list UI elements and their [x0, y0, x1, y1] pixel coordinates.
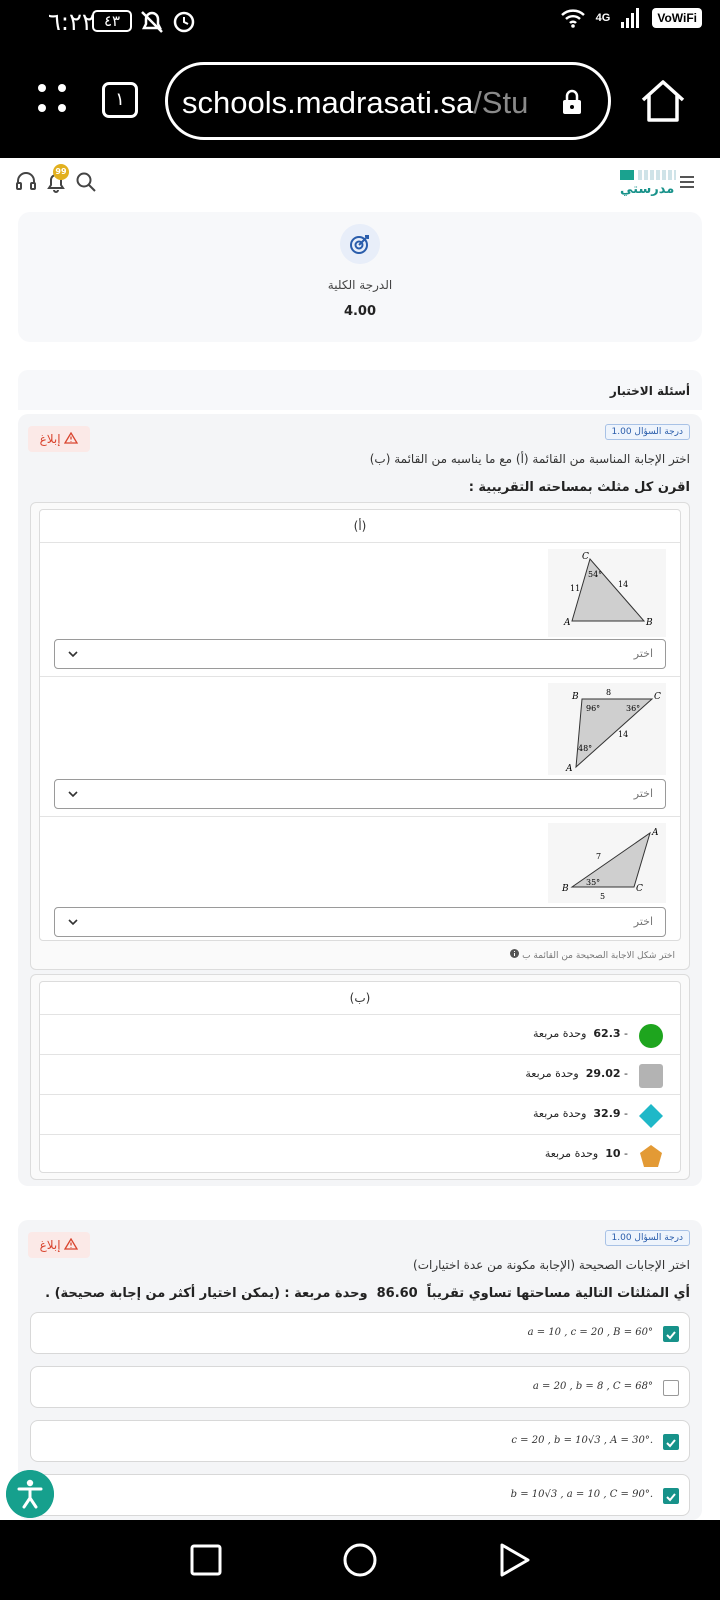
system-nav-bar — [0, 1520, 720, 1600]
answer-option[interactable] — [30, 1474, 690, 1516]
questions-section-header — [18, 370, 702, 410]
question-score-badge: درجة السؤال 1.00 — [605, 1230, 690, 1246]
chevron-down-icon — [67, 916, 79, 928]
answer-option[interactable] — [30, 1366, 690, 1408]
triangle-label: 54° — [588, 570, 603, 579]
triangle-label: 96° — [586, 704, 601, 713]
option-label: a = 10 , c = 20 , B = 60° — [527, 1327, 653, 1338]
triangle-label: 11 — [570, 584, 581, 593]
score-value: 4.00 — [343, 304, 377, 319]
answer-option[interactable] — [30, 1312, 690, 1354]
network-type: 4G — [595, 12, 611, 24]
muted-bell-icon — [142, 12, 162, 32]
question-title: أي المثلثات التالية مساحتها تساوي تقريباً 86.60 وحدة مربعة : (يمكن اختيار أكثر من إجابة صحيحة) . — [45, 1286, 690, 1301]
triangle-label: 36° — [626, 704, 641, 713]
triangle-figure-1 — [548, 549, 666, 637]
accessibility-icon[interactable] — [6, 1470, 54, 1518]
area-value: 10 — [605, 1147, 621, 1160]
search-icon[interactable] — [74, 170, 98, 194]
report-button[interactable]: إبلاغ — [28, 1232, 90, 1258]
logo-text: مدرستي — [620, 182, 675, 197]
triangle-label: B — [572, 692, 579, 702]
option-label: b = 10√3 , a = 10 , C = 90°. — [510, 1489, 653, 1500]
list-b-item: - 29.02 وحدة مربعة — [40, 1054, 680, 1094]
gray-square-icon — [638, 1063, 664, 1089]
area-unit: وحدة مربعة — [525, 1067, 579, 1080]
wifi-icon — [560, 8, 586, 28]
section-title: أسئلة الاختبار — [609, 384, 690, 398]
vowifi-badge: VoWiFi — [652, 8, 702, 28]
signal-icon — [620, 8, 642, 28]
triangle-label: B — [646, 618, 653, 628]
list-b-item: - 10 وحدة مربعة — [40, 1134, 680, 1173]
triangle-label: C — [636, 884, 643, 894]
area-value: 32.9 — [593, 1107, 621, 1120]
question-title: اقرن كل مثلث بمساحته التقريبية : — [468, 480, 690, 495]
check-icon — [664, 1436, 678, 1450]
triangle-label: A — [566, 764, 573, 774]
triangle-figure-3 — [548, 823, 666, 903]
list-b-item: - 62.3 وحدة مربعة — [40, 1014, 680, 1054]
area-unit: وحدة مربعة — [544, 1147, 599, 1160]
headset-icon[interactable] — [14, 170, 38, 194]
triangle-label: 7 — [596, 852, 602, 861]
info-icon — [510, 949, 519, 958]
warning-icon — [64, 1238, 78, 1250]
battery-icon: ٤٣ — [92, 10, 132, 32]
status-bar — [0, 0, 720, 46]
address-bar[interactable] — [165, 62, 611, 140]
green-circle-icon — [638, 1023, 664, 1049]
hint-text: اختر شكل الاجابة الصحيحة من القائمة ب — [510, 949, 675, 961]
checkbox-checked[interactable] — [663, 1434, 679, 1450]
list-a-header: (أ) — [353, 519, 367, 533]
report-button[interactable]: إبلاغ — [28, 426, 90, 452]
app-header — [0, 158, 720, 208]
triangle-label: B — [562, 884, 569, 894]
question-card-matching — [18, 414, 702, 1186]
checkbox-checked[interactable] — [663, 1488, 679, 1504]
area-unit: وحدة مربعة — [533, 1027, 587, 1040]
area-unit: وحدة مربعة — [533, 1107, 587, 1120]
main-content — [0, 208, 720, 1520]
triangle-label: 35° — [586, 878, 601, 887]
question-score-badge: درجة السؤال 1.00 — [605, 424, 690, 440]
triangle-label: 8 — [606, 688, 612, 697]
triangle-label: C — [582, 552, 589, 562]
area-value: 62.3 — [593, 1027, 621, 1040]
back-icon[interactable] — [494, 1540, 534, 1580]
hamburger-menu-icon[interactable] — [680, 176, 694, 188]
triangle-label: 5 — [600, 892, 606, 901]
chevron-down-icon — [67, 648, 79, 660]
answer-option[interactable] — [30, 1420, 690, 1462]
warning-icon — [64, 432, 78, 444]
list-b-panel — [30, 974, 690, 1180]
total-score-card — [18, 212, 702, 342]
tab-switcher-button[interactable]: ١ — [102, 82, 138, 118]
orange-pentagon-icon — [638, 1143, 664, 1169]
list-a-panel — [30, 502, 690, 970]
home-nav-icon[interactable] — [340, 1540, 380, 1580]
status-time: ٦:٢٢ — [48, 8, 95, 36]
triangle-label: 14 — [618, 580, 629, 589]
triangle-label: 48° — [578, 744, 593, 753]
list-a — [39, 509, 681, 941]
question-instruction: اختر الإجابة المناسبة من القائمة (أ) مع ما يناسبه من القائمة (ب) — [369, 452, 690, 466]
triangle-label: A — [652, 828, 659, 838]
recents-icon[interactable] — [186, 1540, 226, 1580]
check-icon — [664, 1328, 678, 1342]
check-icon — [664, 1490, 678, 1504]
list-b-header: (ب) — [349, 991, 371, 1005]
browser-toolbar — [0, 46, 720, 158]
triangle-label: A — [564, 618, 571, 628]
list-a-row — [40, 676, 680, 816]
home-icon[interactable] — [638, 76, 688, 126]
lock-icon — [562, 89, 582, 115]
list-a-row — [40, 816, 680, 941]
status-icons-right — [560, 8, 702, 28]
notification-badge: 99 — [53, 164, 69, 180]
chevron-down-icon — [67, 788, 79, 800]
triangle-figure-2 — [548, 683, 666, 775]
answer-select-2[interactable]: اختر — [54, 779, 666, 809]
list-b — [39, 981, 681, 1173]
question-instruction: اختر الإجابات الصحيحة (الإجابة مكونة من عدة اختيارات) — [413, 1258, 690, 1272]
checkbox-unchecked[interactable] — [663, 1380, 679, 1396]
question-card-multi-select — [18, 1220, 702, 1520]
option-label: c = 20 , b = 10√3 , A = 30°. — [511, 1435, 653, 1446]
list-b-item: - 32.9 وحدة مربعة — [40, 1094, 680, 1134]
answer-select-3[interactable]: اختر — [54, 907, 666, 937]
status-icons-left — [140, 8, 200, 36]
url-text: schools.madrasati.sa/Stu — [182, 85, 529, 120]
triangle-label: C — [654, 692, 661, 702]
score-label: الدرجة الكلية — [327, 278, 393, 292]
menu-dots-icon[interactable] — [38, 84, 72, 118]
area-value: 29.02 — [585, 1067, 621, 1080]
cyan-diamond-icon — [638, 1103, 664, 1129]
madrasati-logo[interactable] — [618, 166, 678, 200]
target-icon — [340, 224, 380, 264]
list-a-row — [40, 542, 680, 676]
answer-select-1[interactable]: اختر — [54, 639, 666, 669]
triangle-label: 14 — [618, 730, 629, 739]
checkbox-checked[interactable] — [663, 1326, 679, 1342]
option-label: a = 20 , b = 8 , C = 68° — [532, 1381, 653, 1392]
